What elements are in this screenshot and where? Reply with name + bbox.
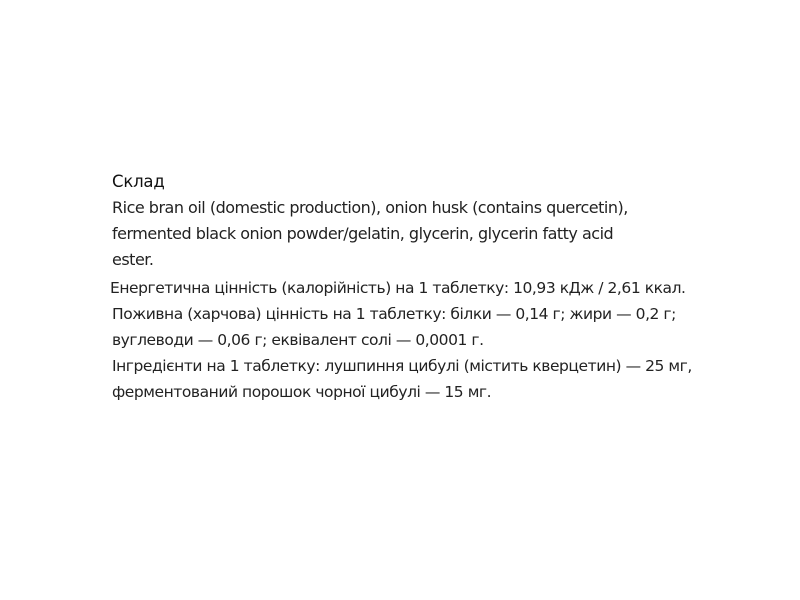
nutrition-value-paragraph: Поживна (харчова) цінність на 1 таблетку: білки — 0,14 г; жири — 0,2 г; вуглеводи — 0,06 г; еквівалент солі — 0,0001 г.: [112, 305, 676, 349]
ingredients-english-paragraph: Rice bran oil (domestic production), onion husk (contains quercetin), fermented black onion powder/gelatin, glycerin, glycerin fatty acid ester.: [112, 198, 628, 269]
composition-heading: Склад: [112, 172, 165, 191]
composition-section: [112, 169, 712, 405]
ingredients-per-tablet-paragraph: Інгредієнти на 1 таблетку: лушпиння цибулі (містить кверцетин) — 25 мг, ферментований порошок чорної цибулі — 15 мг.: [112, 357, 692, 401]
energy-value-paragraph: Енергетична цінність (калорійність) на 1 таблетку: 10,93 кДж / 2,61 ккал.: [110, 279, 686, 297]
